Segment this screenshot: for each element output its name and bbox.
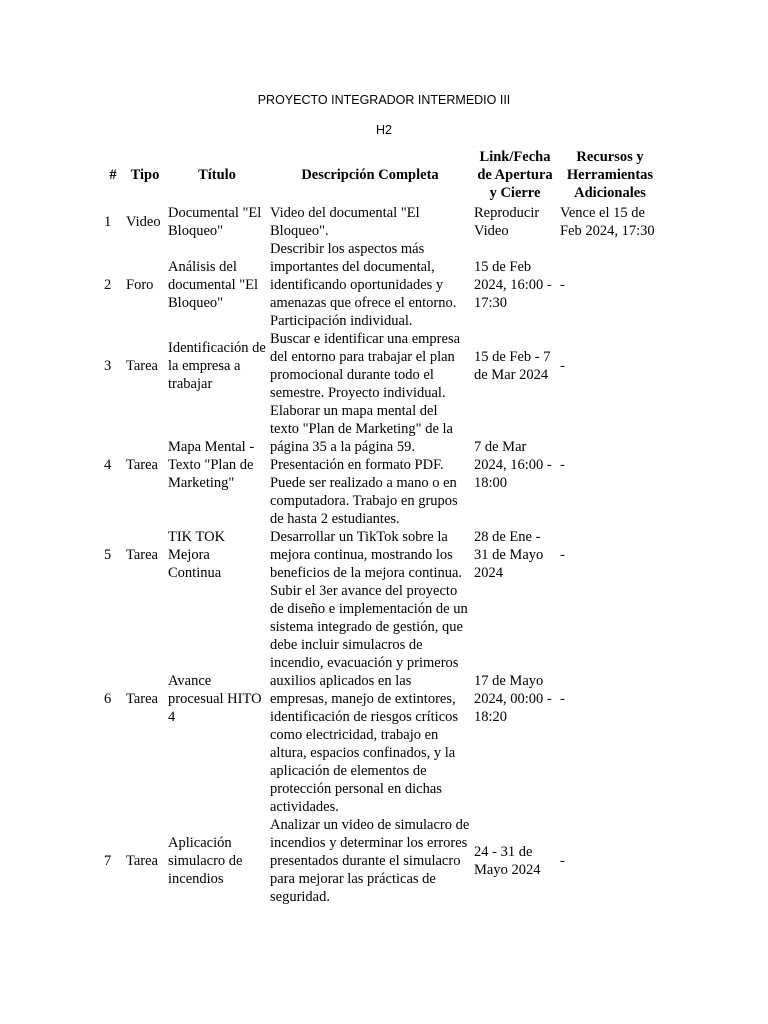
- cell-descripcion: Analizar un video de simulacro de incendios y determinar los errores presentados durante el simulacro para mejorar las prácticas de seguridad.: [270, 817, 470, 905]
- table-row: [102, 204, 662, 240]
- cell-titulo: Aplicación simulacro de incendios: [168, 835, 243, 887]
- cell-tipo: Tarea: [126, 457, 158, 473]
- cell-descripcion: Describir los aspectos más importantes del documental, identificando oportunidades y amenazas que ofrece el entorno. Participación individual.: [270, 241, 457, 329]
- table-row: [102, 330, 662, 402]
- cell-descripcion: Elaborar un mapa mental del texto "Plan de Marketing" de la página 35 a la página 59. Presentación en formato PDF. Puede ser realizado a mano o en computadora. Trabajo en grupos de hasta 2 estudiantes.: [270, 403, 458, 527]
- cell-recursos: -: [560, 457, 565, 473]
- document-title: PROYECTO INTEGRADOR INTERMEDIO III: [257, 93, 511, 107]
- header-tipo: Tipo: [130, 167, 160, 183]
- cell-link: 15 de Feb 2024, 16:00 - 17:30: [474, 259, 552, 311]
- table-row: [102, 240, 662, 330]
- cell-titulo: Identificación de la empresa a trabajar: [168, 340, 266, 392]
- cell-num: 1: [104, 214, 112, 230]
- cell-titulo: Avance procesual HITO 4: [168, 673, 262, 725]
- cell-num: 6: [104, 691, 112, 707]
- cell-num: 2: [104, 277, 112, 293]
- header-num: #: [109, 167, 117, 183]
- table-header-row: [102, 148, 662, 204]
- activities-table: [102, 148, 662, 906]
- cell-link: 15 de Feb - 7 de Mar 2024: [474, 349, 551, 383]
- cell-recursos: -: [560, 358, 565, 374]
- cell-num: 4: [104, 457, 112, 473]
- cell-tipo: Tarea: [126, 691, 158, 707]
- cell-num: 3: [104, 358, 112, 374]
- cell-descripcion: Video del documental "El Bloqueo".: [270, 205, 420, 239]
- table-row: [102, 528, 662, 582]
- cell-recursos: -: [560, 853, 565, 869]
- cell-recursos: -: [560, 691, 565, 707]
- cell-recursos: -: [560, 547, 565, 563]
- cell-recursos: Vence el 15 de Feb 2024, 17:30: [560, 205, 655, 239]
- cell-titulo: Mapa Mental - Texto "Plan de Marketing": [168, 439, 255, 491]
- header-descripcion: Descripción Completa: [301, 167, 439, 183]
- cell-num: 7: [104, 853, 112, 869]
- header-recursos: Recursos y Herramientas Adicionales: [566, 149, 654, 201]
- document-subtitle: H2: [376, 123, 392, 137]
- cell-titulo: Documental "El Bloqueo": [168, 205, 262, 239]
- table-row: [102, 582, 662, 816]
- cell-tipo: Tarea: [126, 358, 158, 374]
- cell-link: 28 de Ene - 31 de Mayo 2024: [474, 529, 544, 581]
- cell-num: 5: [104, 547, 112, 563]
- cell-descripcion: Subir el 3er avance del proyecto de diseño e implementación de un sistema integrado de gestión, que debe incluir simulacros de incendio, evacuación y primeros auxilios aplicados en las empresas, manejo de extintores, identificación de riesgos críticos como electricidad, trabajo en altura, espacios confinados, y la aplicación de elementos de protección personal en dichas actividades.: [270, 583, 468, 815]
- table-row: [102, 816, 662, 906]
- header-link: Link/Fecha de Apertura y Cierre: [477, 149, 553, 201]
- cell-link: 24 - 31 de Mayo 2024: [474, 844, 541, 878]
- cell-descripcion: Desarrollar un TikTok sobre la mejora continua, mostrando los beneficios de la mejora continua.: [270, 529, 463, 581]
- cell-recursos: -: [560, 277, 565, 293]
- cell-tipo: Tarea: [126, 547, 158, 563]
- cell-link: 17 de Mayo 2024, 00:00 - 18:20: [474, 673, 552, 725]
- cell-tipo: Foro: [126, 277, 154, 293]
- cell-tipo: Tarea: [126, 853, 158, 869]
- cell-link: 7 de Mar 2024, 16:00 - 18:00: [474, 439, 552, 491]
- table-row: [102, 402, 662, 528]
- cell-titulo: TIK TOK Mejora Continua: [168, 529, 226, 581]
- cell-tipo: Video: [126, 214, 161, 230]
- header-titulo: Título: [198, 167, 236, 183]
- cell-titulo: Análisis del documental "El Bloqueo": [168, 259, 259, 311]
- cell-link[interactable]: Reproducir Video: [474, 205, 540, 239]
- cell-descripcion: Buscar e identificar una empresa del entorno para trabajar el plan promocional durante todo el semestre. Proyecto individual.: [270, 331, 461, 401]
